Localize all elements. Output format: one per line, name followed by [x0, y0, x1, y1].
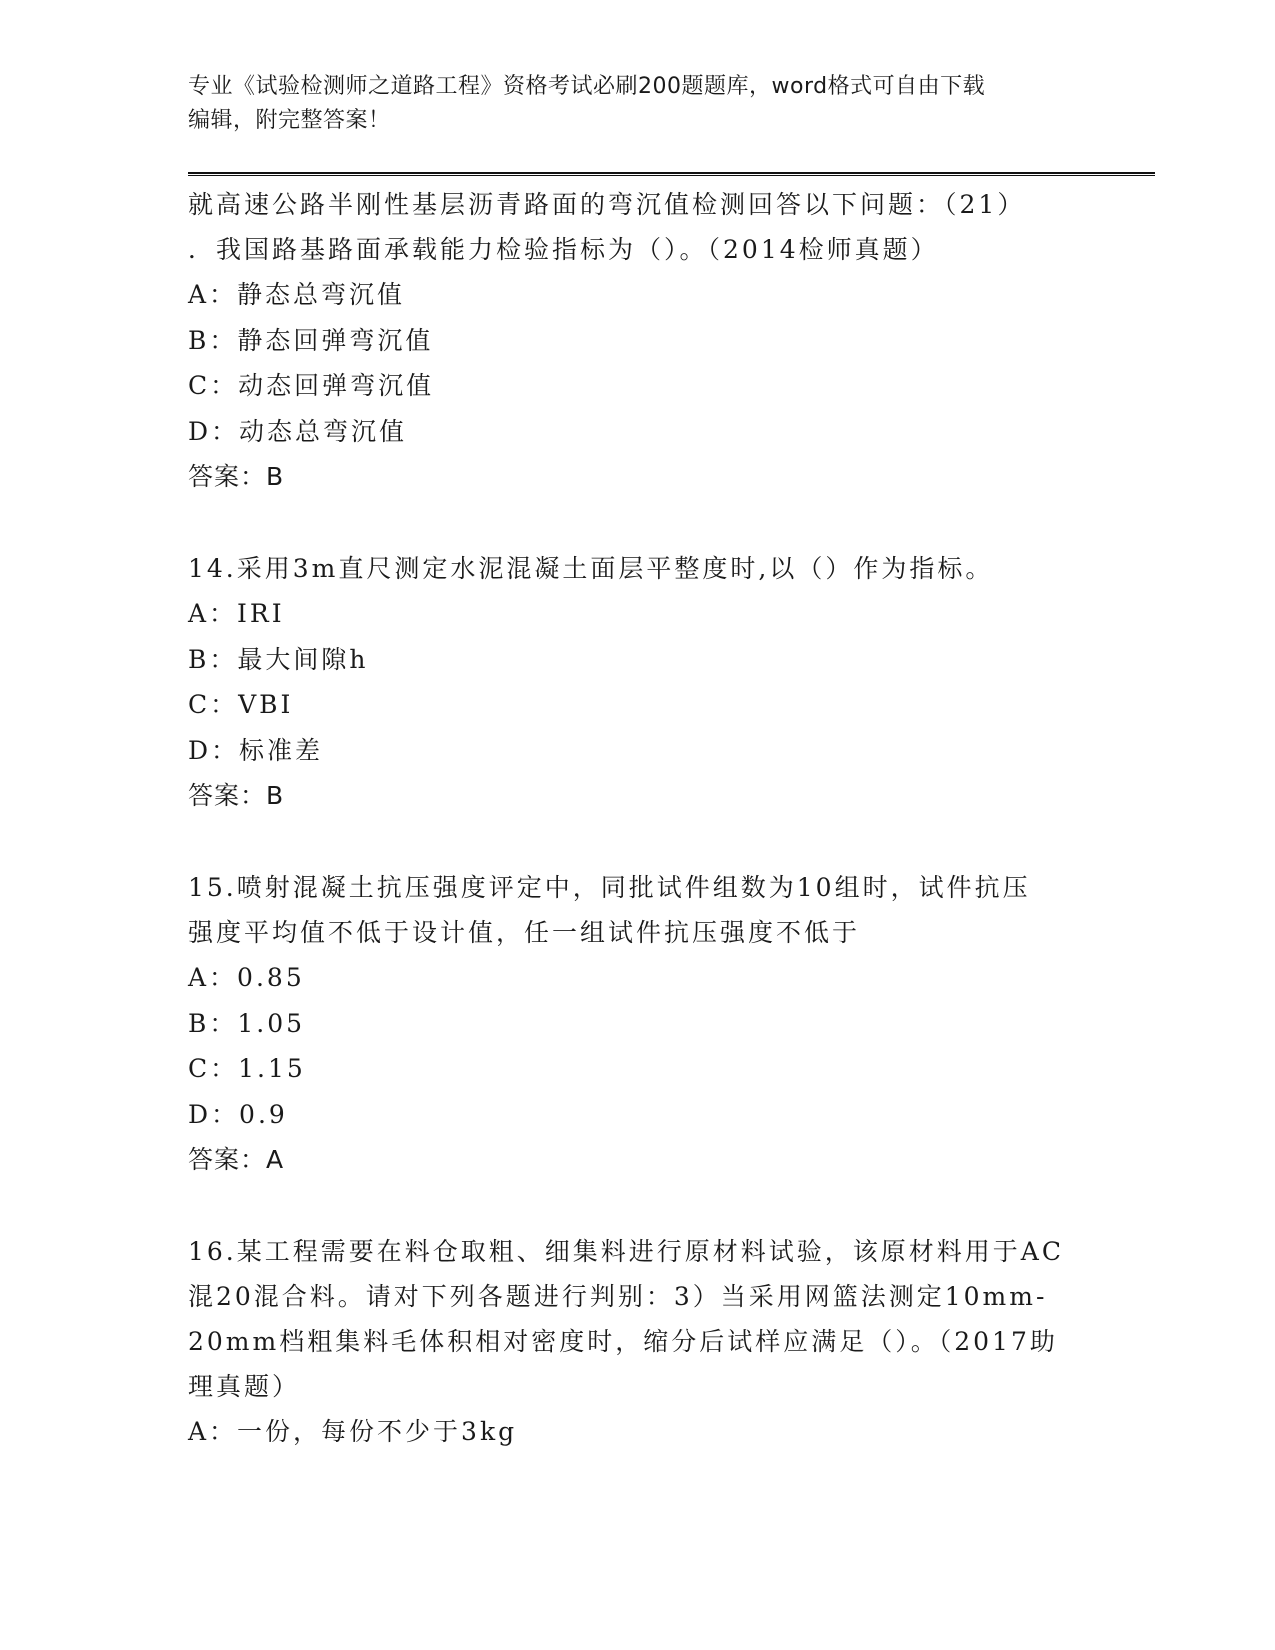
option-a: A：IRI	[188, 599, 285, 628]
question-text-line: 14.采用3m直尺测定水泥混凝土面层平整度时,以（）作为指标。	[188, 554, 994, 583]
question-text-line: 16.某工程需要在料仓取粗、细集料进行原材料试验，该原材料用于AC	[188, 1237, 1064, 1266]
option-d: D：标准差	[188, 735, 324, 765]
option-c: C：动态回弹弯沉值	[188, 371, 435, 400]
answer-label: 答案：B	[188, 781, 285, 810]
question-text-line: 强度平均值不低于设计值，任一组试件抗压强度不低于	[188, 918, 861, 947]
question-text-line: 就高速公路半刚性基层沥青路面的弯沉值检测回答以下问题：（21）	[188, 190, 1026, 219]
header-divider	[188, 172, 1155, 176]
question-text-line: 理真题）	[188, 1372, 301, 1401]
header-line-2: 编辑，附完整答案！	[188, 108, 391, 133]
option-b: B：静态回弹弯沉值	[188, 325, 434, 355]
option-d: D：0.9	[188, 1099, 288, 1129]
question-text-line: 15.喷射混凝土抗压强度评定中，同批试件组数为10组时，试件抗压	[188, 873, 1031, 902]
answer-label: 答案：A	[188, 1145, 285, 1174]
option-a: A：0.85	[188, 963, 305, 992]
option-c: C：1.15	[188, 1054, 306, 1083]
document-page	[188, 70, 1148, 1501]
answer-label: 答案：B	[188, 462, 285, 491]
question-13	[188, 182, 1148, 500]
option-c: C：VBI	[188, 690, 294, 719]
option-b: B：1.05	[188, 1008, 306, 1038]
header-line-1: 专业《试验检测师之道路工程》资格考试必刷200题题库，word格式可自由下载	[188, 74, 986, 99]
option-d: D：动态总弯沉值	[188, 416, 408, 446]
document-header	[188, 70, 1068, 138]
question-text-line: ．我国路基路面承载能力检验指标为（）。（2014检师真题）	[188, 235, 939, 264]
question-14	[188, 546, 1148, 819]
question-text-line: 混20混合料。请对下列各题进行判别：3）当采用网篮法测定10mm-	[188, 1282, 1048, 1311]
question-text-line: 20mm档粗集料毛体积相对密度时，缩分后试样应满足（）。（2017助	[188, 1327, 1058, 1356]
option-b: B：最大间隙h	[188, 644, 369, 674]
question-list	[188, 182, 1148, 1455]
option-a: A：静态总弯沉值	[188, 280, 406, 309]
question-16	[188, 1229, 1148, 1455]
option-a: A：一份，每份不少于3kg	[188, 1417, 518, 1446]
question-15	[188, 865, 1148, 1183]
